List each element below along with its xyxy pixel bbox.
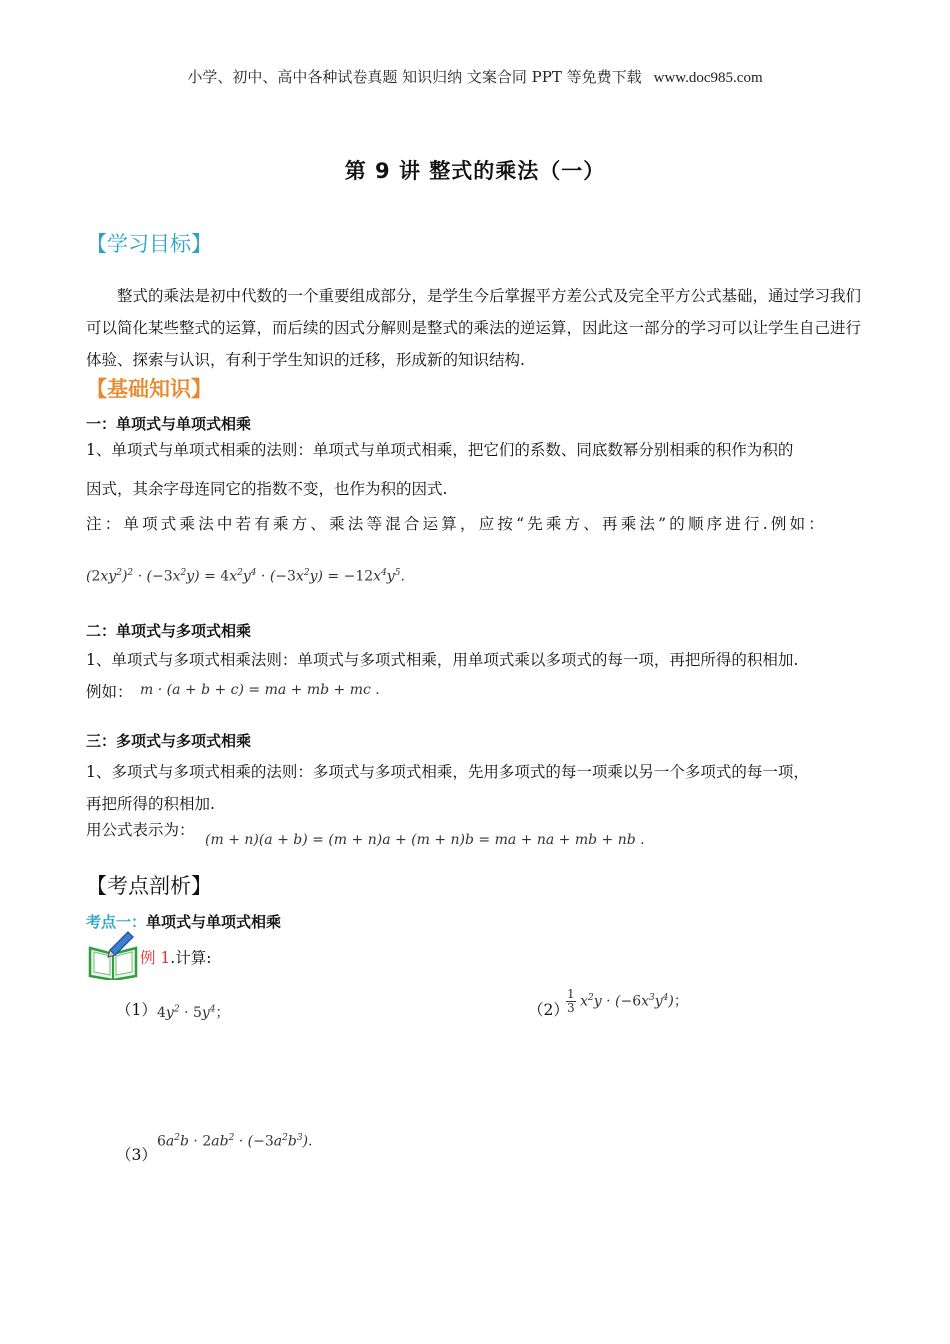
header-text: 小学、初中、高中各种试卷真题 知识归纳 文案合同 PPT 等免费下载 [187,68,642,86]
basics-heading: 【基础知识】 [86,377,212,401]
header-url[interactable]: www.doc985.com [653,70,763,86]
s2-rule: 1、单项式与多项式相乘法则：单项式与多项式相乘，用单项式乘以多项式的每一项，再把所得的积相加. [86,651,799,669]
goals-paragraph: 整式的乘法是初中代数的一个重要组成部分，是学生今后掌握平方差公式及完全平方公式基础，通过学习我们可以简化某些整式的运算，而后续的因式分解则是整式的乘法的逆运算，因此这一部分的学习可以让学生自己进行体验、探索与认识，有利于学生知识的迁移，形成新的知识结构. [86,287,862,369]
analysis-heading: 【考点剖析】 [86,874,212,898]
kp1-text: 单项式与单项式相乘 [146,913,282,931]
example-1-line [140,946,211,968]
s1-rule-a: 1、单项式与单项式相乘的法则：单项式与单项式相乘，把它们的系数、同底数幂分别相乘的积作为积的 [86,441,794,459]
problem-2-expression: $\frac{1}{3}$ $x^2y \cdot (-6x^3y^4)$； [567,987,688,1015]
formula-poly-poly: (m + n)(a + b) = (m + n)a + (m + n)b = ma + na + mb + nb . [205,832,645,848]
example-1-label: 例 1 [140,949,171,967]
s3-rule-a: 1、多项式与多项式相乘的法则：多项式与多项式相乘，先用多项式的每一项乘以另一个多项式的每一项， [86,763,809,781]
problem-2-number: （2） [528,1001,569,1019]
kp1-label: 考点一： [86,913,147,931]
formula-monomial-example: $(2xy^2)^2 \cdot (-3x^2y) = 4x^2y^4 \cdot (-3x^2y) = -12x^4y^5$. [86,568,405,585]
example-1-text: .计算: [170,949,212,967]
s2-example-label: 例如： [86,683,133,701]
page-title: 第 9 讲 整式的乘法（一） [344,159,606,183]
notebook-pencil-icon [86,930,140,980]
s1-rule-b: 因式，其余字母连同它的指数不变，也作为积的因式. [86,480,448,498]
kp1-line [86,911,281,932]
goals-heading: 【学习目标】 [86,232,212,256]
s1-note: 注：单项式乘法中若有乘方、乘法等混合运算，应按“先乘方、再乘法”的顺序进行.例如： [86,515,827,533]
page-header [0,66,950,87]
s1-title: 一：单项式与单项式相乘 [86,415,252,433]
problem-3-number: （3） [116,1146,157,1164]
s3-rule-b: 再把所得的积相加. [86,795,215,813]
s3-formula-label: 用公式表示为： [86,821,195,839]
formula-monomial-poly: m · (a + b + c) = ma + mb + mc . [140,682,380,698]
problem-1-expression: $4y^2 \cdot 5y^4$； [157,1004,230,1021]
problem-1-number: （1） [116,1001,157,1019]
problem-3-expression: $6a^2b \cdot 2ab^2 \cdot (-3a^2b^3)$. [157,1133,313,1150]
s2-title: 二：单项式与多项式相乘 [86,622,252,640]
s3-title: 三：多项式与多项式相乘 [86,732,252,750]
